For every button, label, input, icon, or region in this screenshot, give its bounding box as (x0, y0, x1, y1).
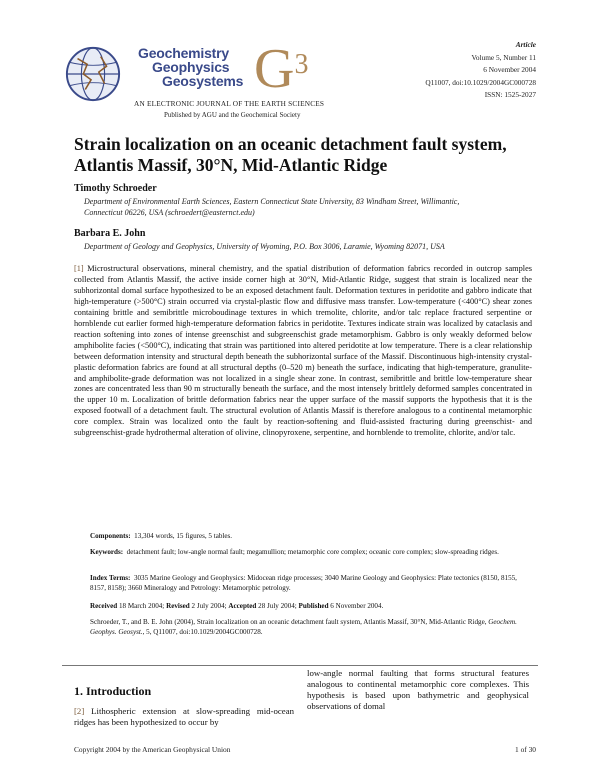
author-affiliation: Department of Environmental Earth Sciences, Eastern Connecticut State University, 83 Windham Street, Willimantic, Connecticut 06226, USA (schroedert@easternct.edu) (84, 197, 460, 217)
volume-number: Volume 5, Number 11 (471, 52, 536, 62)
section-heading: 1. Introduction (74, 684, 152, 698)
author-affiliation: Department of Geology and Geophysics, University of Wyoming, P.O. Box 3006, Laramie, Wyoming 82071, USA (84, 242, 445, 251)
issn: ISSN: 1525-2027 (484, 90, 536, 100)
paragraph-number: [2] (74, 706, 85, 716)
copyright: Copyright 2004 by the American Geophysical Union (74, 745, 231, 754)
keywords-line: Keywords: detachment fault; low-angle normal fault; megamullion; metamorphic core complex; oceanic core complex; slow-spreading ridges. (90, 548, 499, 556)
abstract (74, 264, 532, 439)
publisher-line: Published by AGU and the Geochemical Society (164, 111, 301, 119)
index-terms-line: Index Terms: 3035 Marine Geology and Geophysics: Midocean ridge processes; 3040 Marine Geology and Geophysics: Plate tectonics (8150, 8155, 8157, 8158); 3660 Mineralogy and Petrology: Metamorphic petrology. (90, 574, 517, 593)
author-name: Barbara E. John (74, 228, 146, 239)
paragraph-number: [1] (74, 264, 84, 273)
g3-mark: $G^3$ (254, 38, 309, 100)
divider (62, 665, 538, 666)
journal-name-line1: Geochemistry (138, 45, 229, 61)
article-kind: Article (515, 40, 536, 49)
journal-tagline: AN ELECTRONIC JOURNAL OF THE EARTH SCIENCES (134, 99, 325, 108)
journal-name-line2: Geophysics (152, 59, 230, 75)
components-line: Components: 13,304 words, 15 figures, 5 tables. (90, 532, 233, 540)
author-name: Timothy Schroeder (74, 183, 157, 194)
citation-line: Schroeder, T., and B. E. John (2004), Strain localization on an oceanic detachment fault system, Atlantis Massif, 30°N, Mid-Atlantic Ridge, Geochem. Geophys. Geosyst., 5, Q11007, doi:10.1029/2004GC000728. (90, 618, 517, 637)
abstract-text: Microstructural observations, mineral chemistry, and the spatial distribution of deformation fabrics recorded in outcrop samples collected from Atlantis Massif, the active inside corner high at 30°N, Mid-Atlantic Ridge, suggest that strain is localized near the subhorizontal domal surface hypothesized to be an exposed detachment fault. Deformation textures in peridotite and gabbro indicate that high-temperature (>500°C) strain occurred via crystal-plastic flow and diffusive mass transfer. Low-temperature (<400°C) shear zones containing brittle and semibrittle microboudinage textures in which tremolite, chlorite, and/or talc replace fractured serpentine or hornblende cut earlier formed high-temperature deformation fabrics in peridotite. Textures indicate strain was localized by cataclasis and reaction softening into zones of intense greenschist and subgreenschist grade metamorphism. Gabbro is only weakly deformed below amphibolite facies (<500°C), indicating that strain was partitioned into altered peridotite at low temperature. There is a clear relationship between deformation intensity and structural depth beneath the subhorizontal surface of the Massif. Discontinuous high-intensity crystal-plastic deformation fabrics are found at all structural depths (0–520 m) beneath the surface, indicating that high-temperature, granulite- and amphibolite-grade deformation was not localized in a single shear zone. In contrast, semibrittle and brittle low-temperature shear zones are concentrated less than 90 m structurally beneath the surface, and the most intensely brittlely deformed samples concentrated in the upper 10 m. Localization of brittle deformation fabrics near the upper surface of the massif supports the hypothesis that it is the exposed footwall of a detachment fault. The structural evolution of Atlantis Massif is therefore analogous to a continental metamorphic core complex. Strain was localized onto the fault by reaction-softening and fluid-assisted fracturing during greenschist- and subgreenschist-grade hydrothermal alteration of olivine, clinopyroxene, serpentine, and hornblende to tremolite, chlorite, and/or talc. (74, 264, 533, 438)
article-doi: Q11007, doi:10.1029/2004GC000728 (425, 77, 536, 87)
intro-left-column: [2] Lithospheric extension at slow-spreading mid-ocean ridges has been hypothesized to occur by (74, 706, 294, 727)
paper-title: Strain localization on an oceanic detachment fault system, Atlantis Massif, 30°N, Mid-Atlantic Ridge (74, 134, 507, 175)
article-meta (425, 39, 536, 102)
journal-logo (64, 38, 325, 121)
publication-date: 6 November 2004 (483, 65, 536, 75)
page-number: 1 of 30 (515, 745, 536, 754)
dates-line: Received 18 March 2004; Revised 2 July 2004; Accepted 28 July 2004; Published 6 November 2004. (90, 602, 384, 610)
journal-name-line3: Geosystems (162, 73, 244, 89)
intro-right-column: low-angle normal faulting that forms structural features analogous to continental metamorphic core complexes. This hypothesis is based upon bathymetric and geophysical observations of domal (307, 668, 529, 711)
globe-logo-icon (64, 45, 122, 103)
